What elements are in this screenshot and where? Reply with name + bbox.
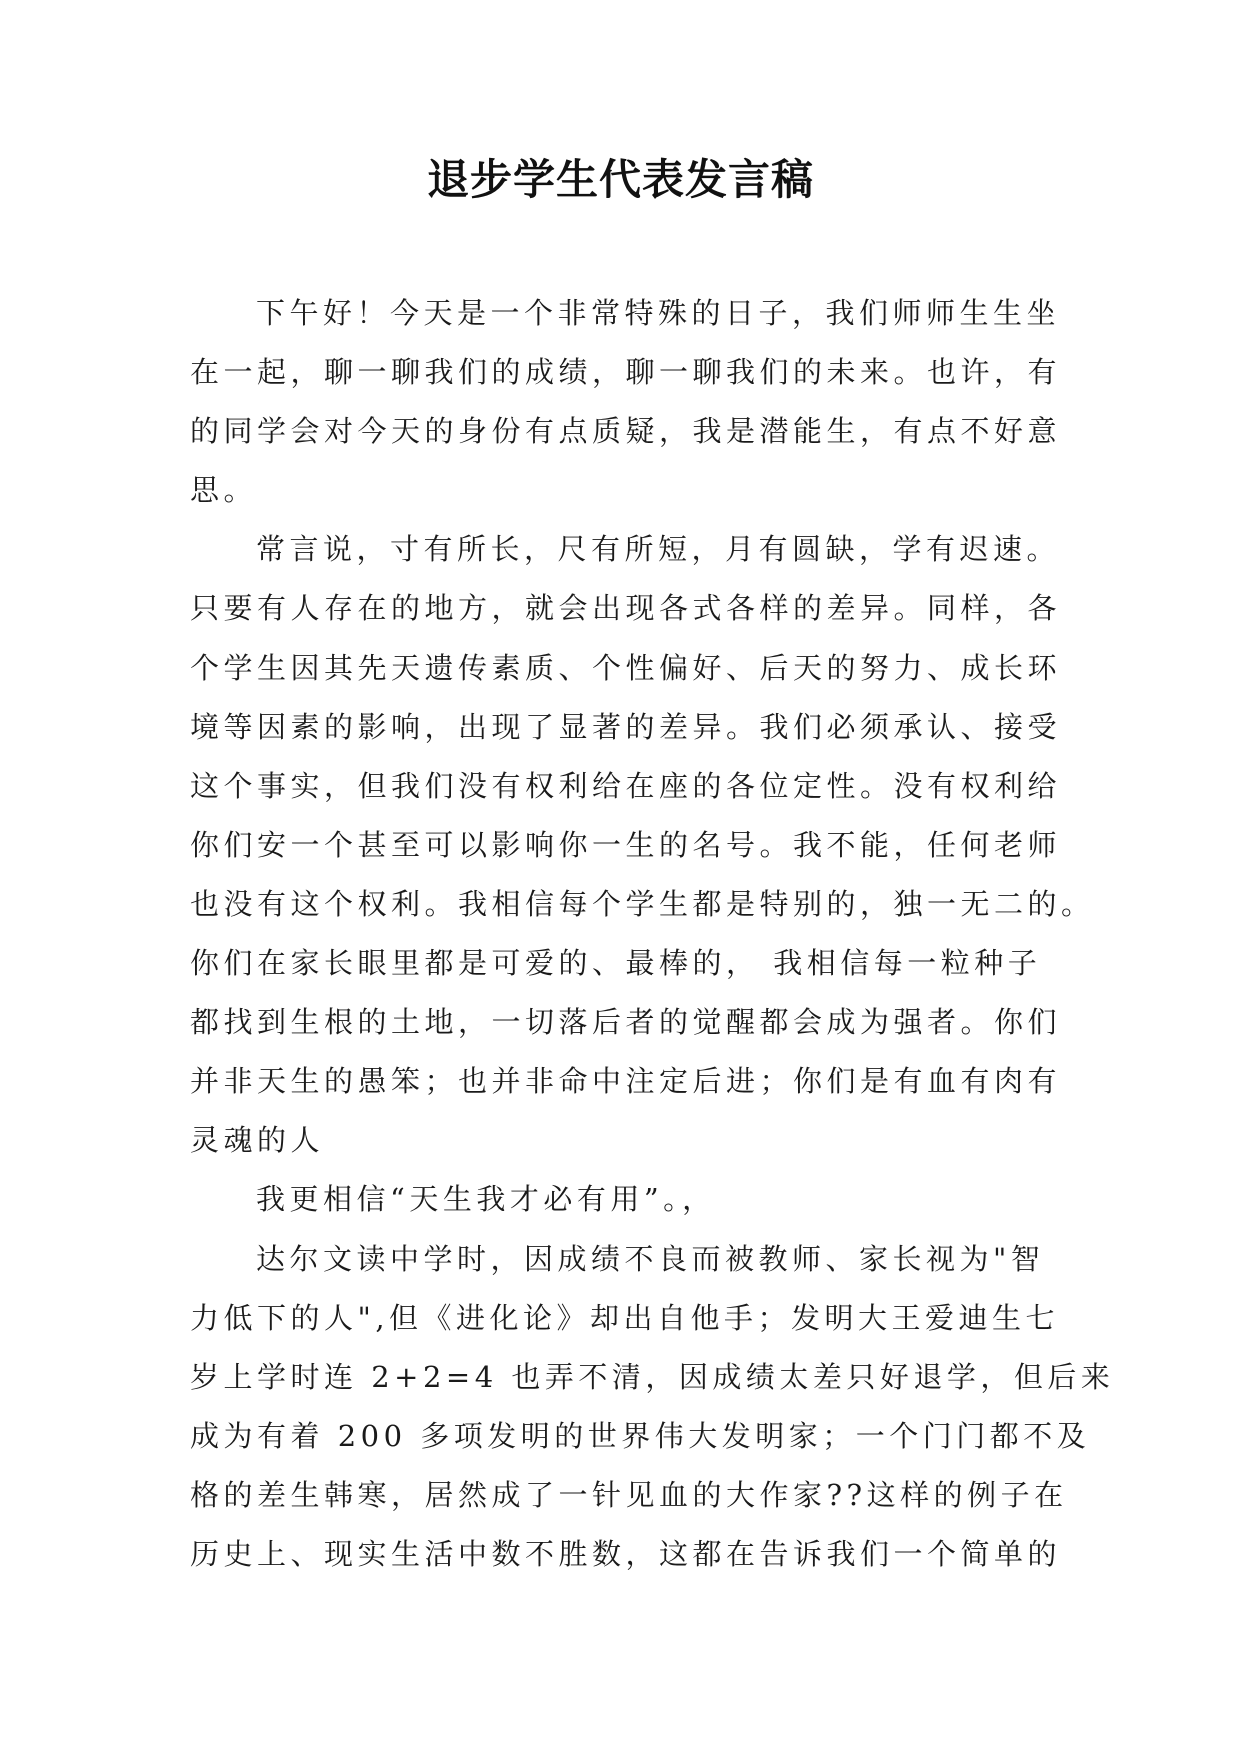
text-line: 力低下的人",但《进化论》却出自他手；发明大王爱迪生七 (190, 1300, 1060, 1335)
text-line: 思。 (190, 473, 258, 508)
text-line: 我更相信“天生我才必有用”。， (256, 1182, 716, 1217)
text-line: 的同学会对今天的身份有点质疑，我是潜能生，有点不好意 (190, 414, 1062, 449)
document-body (190, 284, 1115, 1584)
text-line: 岁上学时连 2+2=4 也弄不清，因成绩太差只好退学，但后来 (190, 1359, 1115, 1394)
text-line: 境等因素的影响，出现了显著的差异。我们必须承认、接受 (190, 709, 1062, 744)
text-line: 在一起，聊一聊我们的成绩，聊一聊我们的未来。也许，有 (190, 355, 1062, 390)
document-title: 退步学生代表发言稿 (426, 155, 814, 204)
text-line: 历史上、现实生活中数不胜数，这都在告诉我们一个简单的 (190, 1536, 1062, 1571)
text-line: 下午好！今天是一个非常特殊的日子，我们师师生生坐 (256, 296, 1061, 330)
text-line: 灵魂的人 (190, 1123, 325, 1158)
text-line: 也没有这个权利。我相信每个学生都是特别的，独一无二的。 (190, 886, 1095, 921)
text-line: 格的差生韩寒，居然成了一针见血的大作家??这样的例子在 (190, 1477, 1068, 1512)
text-line: 这个事实，但我们没有权利给在座的各位定性。没有权利给 (190, 768, 1062, 803)
text-line: 成为有着 200 多项发明的世界伟大发明家；一个门门都不及 (190, 1418, 1091, 1453)
text-line: 都找到生根的土地，一切落后者的觉醒都会成为强者。你们 (190, 1005, 1062, 1040)
text-line: 个学生因其先天遗传素质、个性偏好、后天的努力、成长环 (190, 650, 1062, 685)
text-line: 常言说，寸有所长，尺有所短，月有圆缺，学有迟速。 (256, 532, 1061, 567)
text-line: 达尔文读中学时，因成绩不良而被教师、家长视为"智 (256, 1241, 1045, 1276)
text-line: 并非天生的愚笨；也并非命中注定后进；你们是有血有肉有 (190, 1064, 1062, 1099)
text-line: 你们安一个甚至可以影响你一生的名号。我不能，任何老师 (190, 827, 1062, 862)
text-line: 只要有人存在的地方，就会出现各式各样的差异。同样，各 (190, 591, 1062, 626)
text-line: 你们在家长眼里都是可爱的、最棒的， 我相信每一粒种子 (190, 946, 1042, 981)
